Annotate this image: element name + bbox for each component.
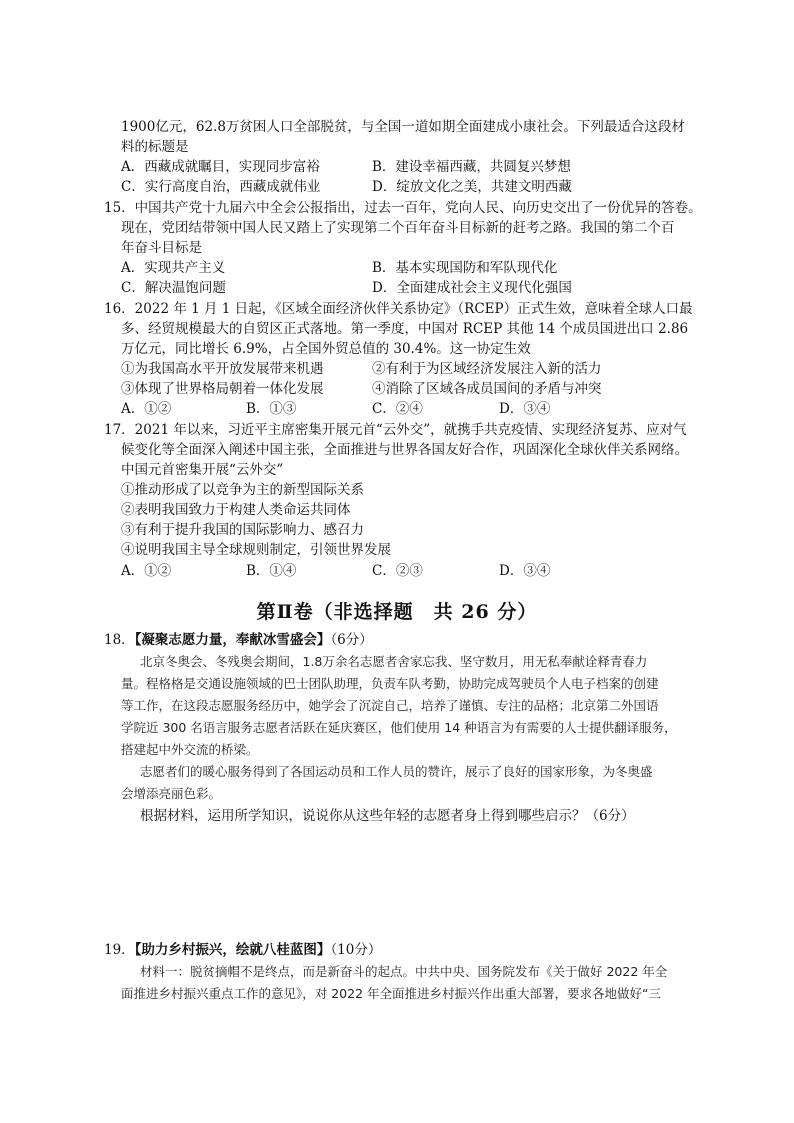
q16-answer-a: A．①② [121,401,172,417]
q18-material-line: 学院近 300 名语言服务志愿者活跃在延庆赛区，他们使用 14 种语言为有需要的人士提供翻译服务， [121,720,677,735]
q17-answer-d: D．③④ [499,563,551,579]
q14-text-line: 料的标题是 [121,139,189,155]
q14-option-b: B．建设幸福西藏，共圆复兴梦想 [372,159,571,175]
q17-statement-3: ③有利于提升我国的国际影响力、感召力 [121,522,364,538]
q15-stem-line: 现在，党团结带领中国人民又踏上了实现第二个百年奋斗目标新的赶考之路。我国的第二个百 [121,220,675,236]
q17-answer-c: C．②③ [372,563,423,579]
q16-stem-line: 16．2022 年 1 月 1 日起，《区域全面经济伙伴关系协定》（RCEP）正式生效，意味着全球人口最 [104,301,693,317]
q18-material-line: 量。程格格是交通设施领域的巴士团队助理，负责车队考勤，协助完成驾驶员个人电子档案的创建 [121,676,659,691]
q16-stem-line: 多、经贸规模最大的自贸区正式落地。第一季度，中国对 RCEP 其他 14 个成员国进出口 2.86 [121,321,689,337]
q17-statement-4: ④说明我国主导全球规则制定，引领世界发展 [121,542,391,558]
q19-number: 19． [104,942,135,958]
q15-stem-line: 年奋斗目标是 [121,240,202,256]
q18-material-line: 北京冬奥会、冬残奥会期间，1.8万余名志愿者舍家忘我、坚守数月，用无私奉献诠释青春力 [140,654,648,669]
q18-theme: 【凝聚志愿力量，奉献冰雪盛会】 [134,632,331,648]
q14-option-c: C．实行高度自治，西藏成就伟业 [121,179,321,195]
section-2-heading: 第Ⅱ卷（非选择题 共 26 分） [256,601,538,623]
q16-statement-2: ②有利于为区域经济发展注入新的活力 [372,361,602,377]
q15-option-a: A．实现共产主义 [121,260,226,276]
q14-text-line: 1900亿元，62.8万贫困人口全部脱贫，与全国一道如期全面建成小康社会。下列最适合这段材 [121,119,685,135]
q17-answer-b: B．①④ [246,563,297,579]
q17-stem-line: 候变化等全面深入阐述中国主张，全面推进与世界各国友好合作，巩固深化全球伙伴关系网络。 [121,442,688,458]
q15-option-d: D．全面建成社会主义现代化强国 [372,280,572,296]
q16-statement-1: ①为我国高水平开放发展带来机遇 [121,361,324,377]
q18-material-line: 搭建起中外交流的桥梁。 [121,742,259,757]
q14-option-a: A．西藏成就瞩目，实现同步富裕 [121,159,320,175]
q18-material-line: 志愿者们的暖心服务得到了各国运动员和工作人员的赞许，展示了良好的国家形象，为冬奥盛 [140,764,653,779]
q16-answer-c: C．②④ [372,401,423,417]
q18-number: 18． [104,632,135,648]
q16-answer-d: D．③④ [499,401,551,417]
q14-option-d: D．绽放文化之美，共建文明西藏 [372,179,572,195]
q15-option-b: B．基本实现国防和军队现代化 [372,260,558,276]
q17-answer-a: A．①② [121,563,172,579]
q18-score: （6分） [330,632,373,648]
q17-stem-line: 17．2021 年以来，习近平主席密集开展元首“云外交”，就携手共克疫情、实现经济复苏、应对气 [104,422,687,438]
q18-title [104,630,373,650]
q17-statement-1: ①推动形成了以竞争为主的新型国际关系 [121,482,364,498]
q19-score: （10分） [330,942,382,958]
q16-statement-4: ④消除了区域各成员国间的矛盾与冲突 [372,381,602,397]
q19-theme: 【助力乡村振兴，绘就八桂蓝图】 [134,942,331,958]
q16-answer-b: B．①③ [246,401,297,417]
q18-material-line: 会增添亮丽色彩。 [121,786,222,801]
q17-stem-line: 中国元首密集开展“云外交” [121,462,284,478]
q16-stem-line: 万亿元，同比增长 6.9%，占全国外贸总值的 30.4%。这一协定生效 [121,341,531,357]
q15-stem-line: 15．中国共产党十九届六中全会公报指出，过去一百年，党向人民、向历史交出了一份优异的答卷。 [104,200,702,216]
q19-material-line: 面推进乡村振兴重点工作的意见》，对 2022 年全面推进乡村振兴作出重大部署，要求各地做好“三 [121,986,661,1001]
q17-statement-2: ②表明我国致力于构建人类命运共同体 [121,502,351,518]
q15-option-c: C．解决温饱问题 [121,280,226,296]
q18-material-line: 等工作，在这段志愿服务经历中，她学会了沉淀自己，培养了谨慎、专注的品格；北京第二外国语 [121,698,659,713]
q19-material-line: 材料一：脱贫摘帽不是终点，而是新奋斗的起点。中共中央、国务院发布《关于做好 2022 年全 [140,964,668,979]
q18-question: 根据材料，运用所学知识，说说你从这些年轻的志愿者身上得到哪些启示？（6分） [140,808,635,824]
q16-statement-3: ③体现了世界格局朝着一体化发展 [121,381,324,397]
q19-title [104,940,381,960]
